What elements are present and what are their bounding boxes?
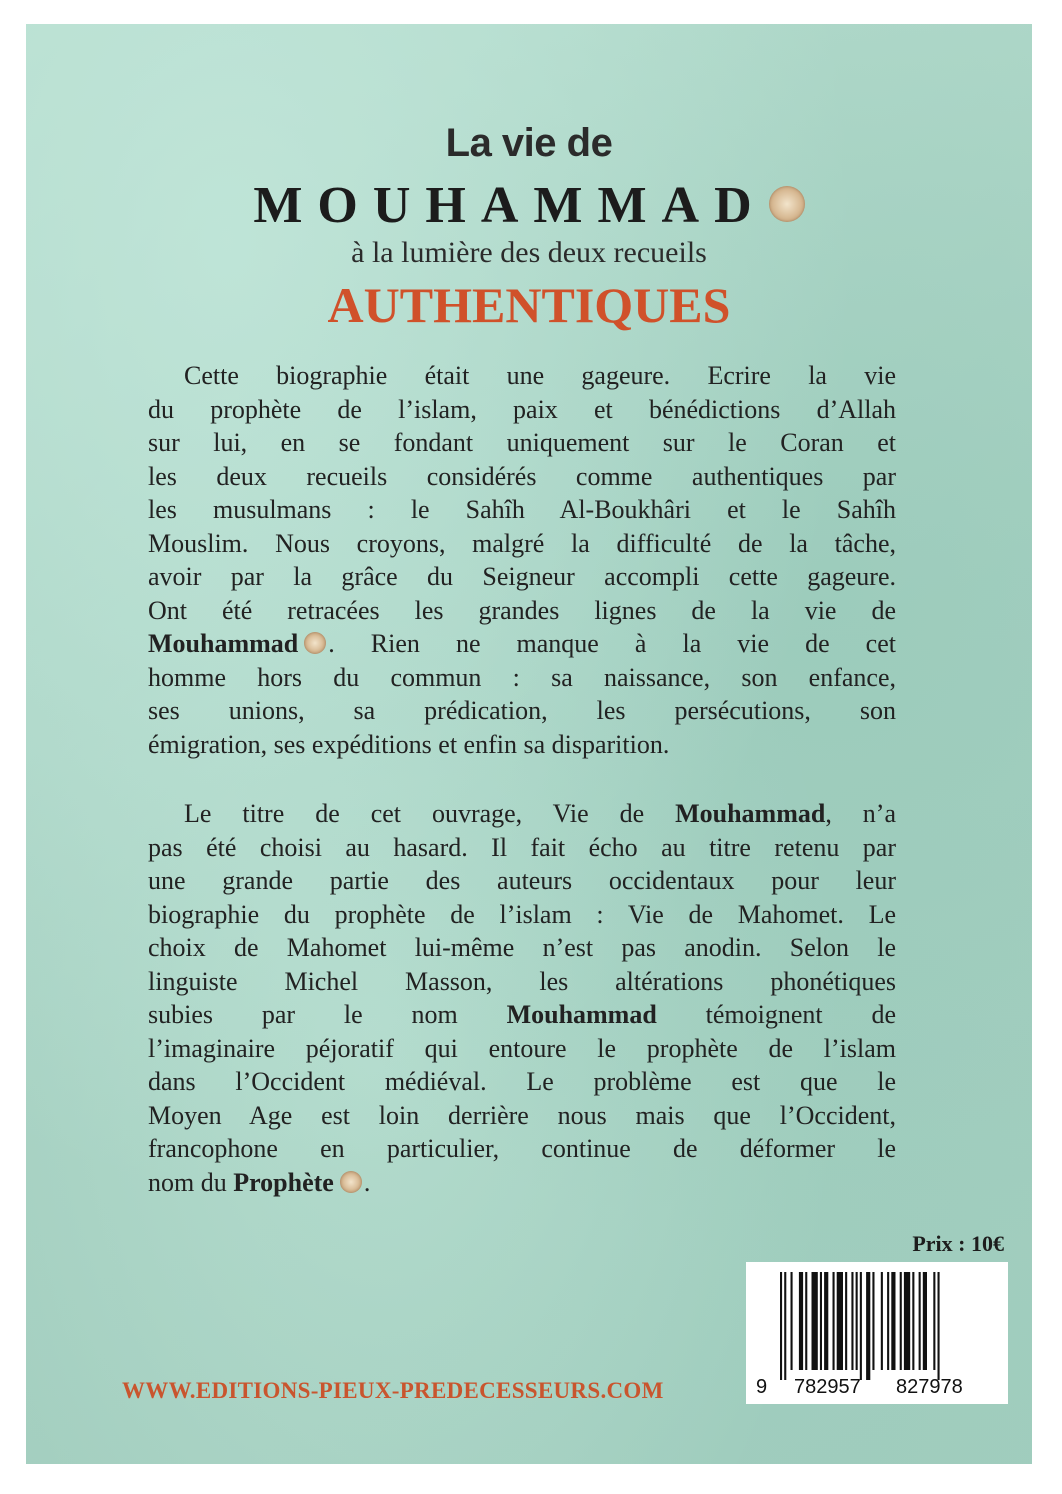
isbn-barcode bbox=[746, 1262, 1008, 1404]
price-label: Prix : 10€ bbox=[912, 1231, 1004, 1256]
text-line: pas été choisi au hasard. Il fait écho au titre retenu par bbox=[148, 832, 896, 862]
bold-name: Mouhammad bbox=[675, 799, 826, 828]
bold-name: Prophète bbox=[233, 1167, 334, 1197]
text-line: dans l’Occident médiéval. Le problème est que le bbox=[148, 1067, 896, 1096]
text-line: du prophète de l’islam, paix et bénédictions d’Allah bbox=[148, 394, 896, 424]
text-line bbox=[148, 797, 896, 831]
text-line bbox=[148, 1166, 896, 1200]
honorific-seal-icon bbox=[304, 632, 326, 654]
text-fragment: Le titre de cet ouvrage, Vie de bbox=[184, 799, 645, 828]
text-line: une grande partie des auteurs occidentaux pour leur bbox=[148, 866, 896, 895]
text-line bbox=[148, 998, 896, 1032]
title-name: MOUHAMMAD bbox=[253, 177, 767, 234]
text-line: Ont été retracées les grandes lignes de la vie de bbox=[148, 595, 896, 625]
barcode-digit-first: 9 bbox=[756, 1376, 768, 1398]
text-line: émigration, ses expéditions et enfin sa disparition. bbox=[148, 729, 670, 759]
book-back-cover bbox=[26, 24, 1032, 1464]
bold-name: Mouhammad bbox=[148, 629, 299, 658]
text-fragment: subies par le nom bbox=[148, 1000, 458, 1029]
text-line: biographie du prophète de l’islam : Vie de Mahomet. Le bbox=[148, 899, 896, 929]
honorific-seal-icon bbox=[340, 1171, 362, 1193]
barcode-group-1: 782957 bbox=[794, 1376, 861, 1398]
text-fragment: . Rien ne manque à la vie de cet bbox=[328, 629, 896, 658]
text-line: les musulmans : le Sahîh Al-Boukhâri et le Sahîh bbox=[148, 495, 896, 524]
text-fragment: nom du bbox=[148, 1167, 227, 1197]
text-line: Moyen Age est loin derrière nous mais que l’Occident, bbox=[148, 1100, 896, 1130]
text-line: l’imaginaire péjoratif qui entoure le prophète de l’islam bbox=[148, 1033, 896, 1063]
text-line: sur lui, en se fondant uniquement sur le Coran et bbox=[148, 428, 896, 457]
text-line: avoir par la grâce du Seigneur accompli cette gageure. bbox=[148, 562, 896, 591]
title-main bbox=[26, 176, 1032, 235]
bold-name: Mouhammad bbox=[506, 1000, 657, 1029]
text-fragment: témoignent de bbox=[705, 1000, 897, 1029]
text-line: Mouslim. Nous croyons, malgré la difficulté de la tâche, bbox=[148, 528, 896, 558]
title-subtitle: à la lumière des deux recueils bbox=[351, 236, 707, 269]
text-fragment: , n’a bbox=[825, 799, 896, 828]
text-line: linguiste Michel Masson, les altérations phonétiques bbox=[148, 966, 896, 996]
text-line: les deux recueils considérés comme authentiques par bbox=[148, 461, 896, 491]
text-fragment: . bbox=[363, 1167, 371, 1197]
honorific-seal-icon bbox=[769, 186, 805, 222]
barcode-bars-icon bbox=[780, 1272, 998, 1380]
title-authentiques: AUTHENTIQUES bbox=[327, 277, 731, 333]
text-line: francophone en particulier, continue de déformer le bbox=[148, 1134, 896, 1163]
title-line-1: La vie de bbox=[445, 121, 613, 165]
paragraph-1 bbox=[148, 359, 896, 761]
text-line: ses unions, sa prédication, les persécutions, son bbox=[148, 696, 896, 725]
text-line: Cette biographie était une gageure. Ecrire la vie bbox=[184, 361, 896, 390]
publisher-website: WWW.EDITIONS-PIEUX-PREDECESSEURS.COM bbox=[122, 1378, 664, 1403]
text-line: choix de Mahomet lui-même n’est pas anodin. Selon le bbox=[148, 933, 896, 962]
text-line bbox=[148, 627, 896, 661]
paragraph-2 bbox=[148, 797, 896, 1199]
barcode-group-2: 827978 bbox=[896, 1376, 963, 1398]
text-line: homme hors du commun : sa naissance, son enfance, bbox=[148, 662, 896, 692]
